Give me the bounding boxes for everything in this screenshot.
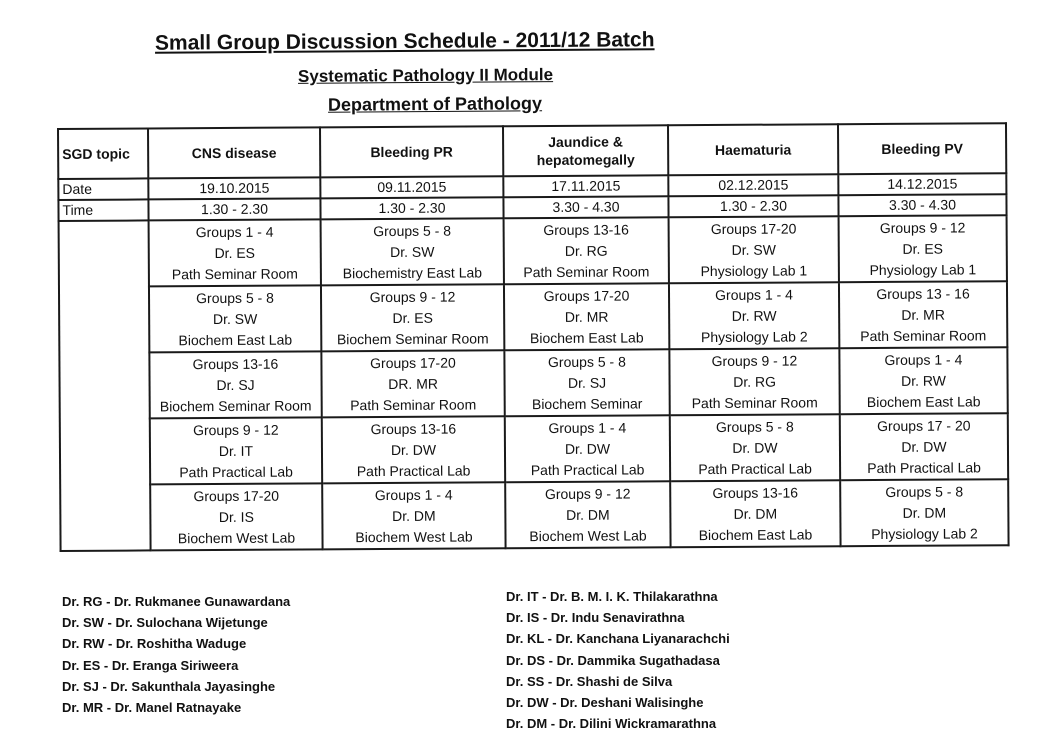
session-doctor: Dr. SW bbox=[390, 243, 435, 260]
session-cell bbox=[670, 480, 840, 547]
slot-row bbox=[59, 281, 1007, 353]
legend-entry: Dr. SJ - Dr. Sakunthala Jayasinghe bbox=[62, 678, 276, 694]
session-groups: Groups 1 - 4 bbox=[195, 223, 274, 240]
session-room: Path Seminar Room bbox=[523, 262, 650, 280]
session-room: Biochem West Lab bbox=[177, 529, 296, 546]
legend-entry: Dr. RG - Dr. Rukmanee Gunawardana bbox=[62, 594, 291, 609]
session-room: Biochem West Lab bbox=[529, 526, 647, 544]
legend-entry: Dr. SS - Dr. Shashi de Silva bbox=[506, 673, 673, 689]
session-doctor: Dr. DM bbox=[902, 504, 947, 521]
session-room: Path Practical Lab bbox=[179, 463, 293, 480]
time-cell: 1.30 - 2.30 bbox=[320, 197, 503, 219]
session-cell bbox=[840, 413, 1008, 480]
session-cell bbox=[150, 483, 322, 550]
schedule-sheet bbox=[57, 122, 1010, 552]
time-cell: 3.30 - 4.30 bbox=[503, 196, 668, 218]
legend-entry: Dr. IT - Dr. B. M. I. K. Thilakarathna bbox=[506, 589, 718, 604]
session-groups: Groups 17-20 bbox=[543, 287, 630, 304]
date-cell: 14.12.2015 bbox=[838, 173, 1006, 195]
date-cell: 09.11.2015 bbox=[320, 176, 503, 198]
session-doctor: Dr. MR bbox=[564, 308, 609, 325]
session-groups: Groups 9 - 12 bbox=[369, 288, 456, 305]
session-cell bbox=[669, 348, 839, 415]
session-groups: Groups 17-20 bbox=[710, 219, 797, 237]
legend-entry: Dr. DW - Dr. Deshani Walisinghe bbox=[506, 695, 704, 711]
legend-entry: Dr. ES - Dr. Eranga Siriweera bbox=[62, 657, 239, 673]
session-groups: Groups 5 - 8 bbox=[715, 418, 794, 435]
session-room: Biochem East Lab bbox=[698, 525, 813, 543]
topic-cell: Bleeding PV bbox=[838, 123, 1006, 174]
session-doctor: Dr. SJ bbox=[216, 376, 255, 393]
session-room: Path Seminar Room bbox=[171, 265, 298, 282]
session-doctor: Dr. DM bbox=[392, 507, 436, 524]
session-doctor: DR. MR bbox=[388, 375, 439, 392]
department-title: Department of Pathology bbox=[327, 93, 543, 115]
session-groups: Groups 13-16 bbox=[712, 483, 799, 501]
session-room: Physiology Lab 1 bbox=[869, 260, 977, 278]
session-groups: Groups 9 - 12 bbox=[192, 421, 279, 438]
session-cell bbox=[149, 285, 321, 352]
session-room: Physiology Lab 2 bbox=[871, 524, 978, 542]
time-label: Time bbox=[58, 199, 148, 221]
session-cell bbox=[505, 481, 670, 548]
session-doctor: Dr. DM bbox=[733, 505, 778, 522]
topic-row bbox=[58, 123, 1006, 179]
session-doctor: Dr. DW bbox=[732, 439, 778, 456]
session-groups: Groups 1 - 4 bbox=[884, 350, 963, 368]
legend-entry: Dr. IS - Dr. Indu Senavirathna bbox=[506, 610, 685, 626]
session-doctor: Dr. SJ bbox=[567, 374, 607, 391]
schedule-table bbox=[57, 122, 1010, 552]
session-groups: Groups 9 - 12 bbox=[711, 351, 798, 369]
session-room: Biochem East Lab bbox=[178, 331, 293, 348]
session-cell bbox=[839, 347, 1007, 414]
session-groups: Groups 1 - 4 bbox=[548, 419, 627, 436]
session-room: Biochem Seminar Room bbox=[159, 396, 312, 414]
legend-entry: Dr. RW - Dr. Roshitha Waduge bbox=[62, 636, 247, 652]
session-room: Path Practical Lab bbox=[530, 460, 645, 478]
date-cell: 19.10.2015 bbox=[148, 177, 320, 199]
session-doctor: Dr. DW bbox=[901, 438, 947, 455]
blank-label-cell bbox=[59, 220, 151, 551]
session-doctor: Dr. SW bbox=[212, 310, 258, 327]
session-cell bbox=[504, 349, 669, 416]
topic-cell: CNS disease bbox=[148, 127, 320, 178]
session-cell bbox=[839, 281, 1007, 348]
session-cell bbox=[149, 351, 321, 418]
topic-text: Jaundice & hepatomegally bbox=[536, 133, 635, 169]
topic-cell bbox=[503, 125, 668, 176]
session-room: Path Seminar Room bbox=[350, 395, 477, 413]
time-cell: 3.30 - 4.30 bbox=[838, 194, 1006, 216]
session-doctor: Dr. DM bbox=[566, 506, 610, 523]
session-room: Biochem East Lab bbox=[866, 392, 981, 410]
slot-row bbox=[59, 215, 1007, 287]
session-room: Path Practical Lab bbox=[356, 461, 471, 479]
date-cell: 17.11.2015 bbox=[503, 175, 668, 197]
session-room: Physiology Lab 2 bbox=[700, 327, 808, 345]
session-groups: Groups 13-16 bbox=[192, 355, 279, 372]
session-cell bbox=[839, 215, 1007, 282]
session-room: Biochem Seminar Room bbox=[336, 329, 489, 347]
topic-cell: Bleeding PR bbox=[320, 126, 503, 177]
session-doctor: Dr. RG bbox=[733, 373, 776, 390]
session-room: Path Seminar Room bbox=[860, 326, 987, 344]
slot-row bbox=[59, 347, 1007, 419]
session-cell bbox=[321, 284, 504, 351]
time-cell: 1.30 - 2.30 bbox=[148, 198, 320, 220]
session-groups: Groups 1 - 4 bbox=[374, 486, 453, 503]
session-groups: Groups 13-16 bbox=[370, 420, 457, 437]
session-doctor: Dr. DW bbox=[564, 440, 611, 457]
session-cell bbox=[670, 414, 840, 481]
module-title: Systematic Pathology II Module bbox=[297, 65, 554, 86]
session-doctor: Dr. DW bbox=[390, 441, 437, 458]
session-groups: Groups 13 - 16 bbox=[876, 284, 970, 302]
session-cell bbox=[840, 479, 1008, 546]
session-doctor: Dr. RW bbox=[901, 372, 947, 389]
page-title: Small Group Discussion Schedule - 2011/12 Batch bbox=[154, 28, 655, 55]
session-cell bbox=[321, 350, 504, 417]
session-groups: Groups 17-20 bbox=[193, 487, 280, 504]
session-groups: Groups 17-20 bbox=[370, 354, 456, 371]
session-cell bbox=[505, 415, 670, 482]
legend-entry: Dr. DM - Dr. Dilini Wickramarathna bbox=[506, 716, 717, 732]
session-room: Biochem West Lab bbox=[355, 527, 473, 545]
session-room: Biochemistry East Lab bbox=[342, 263, 483, 281]
session-doctor: Dr. ES bbox=[214, 244, 256, 261]
legend-left bbox=[62, 591, 290, 718]
session-room: Physiology Lab 1 bbox=[700, 261, 808, 279]
legend-entry: Dr. DS - Dr. Dammika Sugathadasa bbox=[506, 652, 720, 668]
time-cell: 1.30 - 2.30 bbox=[668, 195, 838, 217]
session-cell bbox=[669, 282, 839, 349]
legend-right bbox=[506, 586, 730, 734]
session-groups: Groups 5 - 8 bbox=[373, 222, 452, 239]
session-groups: Groups 5 - 8 bbox=[885, 482, 964, 500]
session-room: Path Practical Lab bbox=[867, 458, 981, 476]
session-room: Path Seminar Room bbox=[691, 393, 818, 411]
session-doctor: Dr. IT bbox=[218, 442, 254, 459]
date-label: Date bbox=[58, 178, 148, 200]
slot-row bbox=[60, 413, 1008, 485]
session-doctor: Dr. ES bbox=[392, 309, 433, 326]
session-groups: Groups 9 - 12 bbox=[879, 218, 966, 236]
session-cell bbox=[504, 217, 669, 284]
session-doctor: Dr. IS bbox=[218, 508, 254, 525]
date-cell: 02.12.2015 bbox=[668, 174, 838, 196]
session-doctor: Dr. ES bbox=[902, 240, 944, 257]
session-groups: Groups 5 - 8 bbox=[196, 289, 274, 306]
session-groups: Groups 5 - 8 bbox=[547, 353, 626, 370]
session-cell bbox=[150, 417, 322, 484]
session-groups: Groups 17 - 20 bbox=[877, 416, 971, 434]
session-cell bbox=[669, 216, 839, 283]
legend-entry: Dr. SW - Dr. Sulochana Wijetunge bbox=[62, 615, 268, 631]
session-groups: Groups 13-16 bbox=[543, 221, 629, 238]
legend-entry: Dr. KL - Dr. Kanchana Liyanarachchi bbox=[506, 631, 730, 647]
session-room: Biochem Seminar bbox=[531, 394, 643, 412]
session-room: Path Practical Lab bbox=[698, 459, 812, 477]
topic-cell: Haematuria bbox=[668, 124, 838, 175]
session-doctor: Dr. SW bbox=[731, 241, 776, 258]
session-groups: Groups 1 - 4 bbox=[715, 286, 793, 303]
session-cell bbox=[322, 482, 505, 549]
session-room: Biochem East Lab bbox=[529, 328, 644, 346]
session-cell bbox=[504, 283, 669, 350]
session-doctor: Dr. RW bbox=[731, 307, 777, 324]
slot-row bbox=[60, 479, 1008, 551]
session-groups: Groups 9 - 12 bbox=[544, 485, 631, 502]
session-cell bbox=[149, 219, 321, 286]
session-cell bbox=[321, 218, 504, 285]
legend-entry: Dr. MR - Dr. Manel Ratnayake bbox=[62, 700, 242, 716]
topic-label: SGD topic bbox=[58, 128, 148, 179]
session-doctor: Dr. MR bbox=[901, 306, 945, 323]
session-cell bbox=[322, 416, 505, 483]
session-doctor: Dr. RG bbox=[564, 242, 608, 259]
